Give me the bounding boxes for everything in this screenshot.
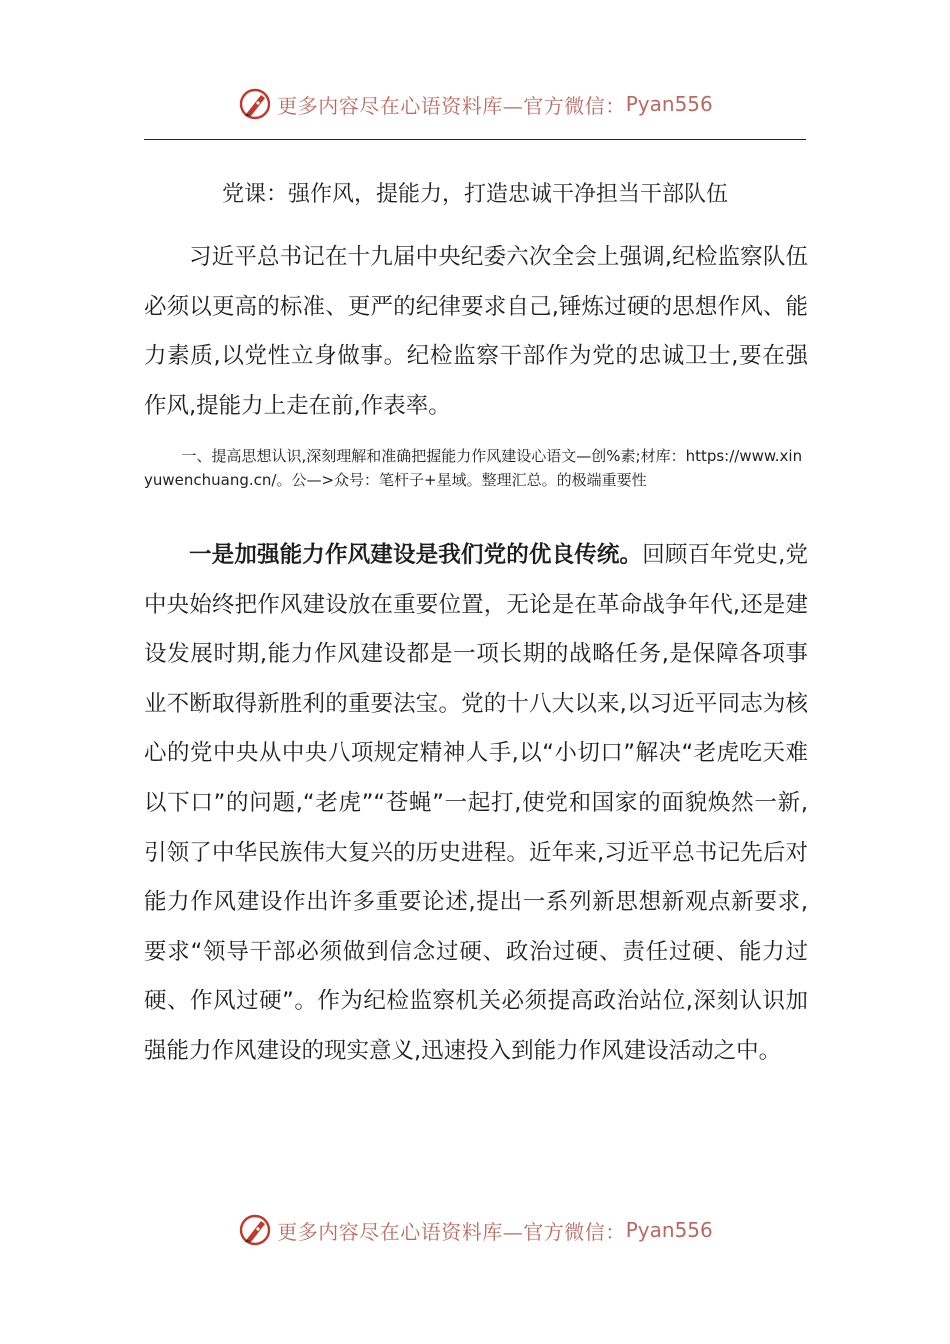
- footer-banner: [0, 1208, 950, 1252]
- header-divider: [144, 139, 806, 140]
- paragraph-body: 回顾百年党史,党中央始终把作风建设放在重要位置，无论是在革命战争年代,还是建设发展时期,能力作风建设都是一项长期的战略任务,是保障各项事业不断取得新胜利的重要法宝。党的十八大以来,以习近平同志为核心的党中央从中央八项规定精神人手,以“小切口”解决“老虎吃天难以下口”的问题,“老虎”“苍蝇”一起打,使党和国家的面貌焕然一新,引领了中华民族伟大复兴的历史进程。近年来,习近平总书记先后对能力作风建设作出许多重要论述,提出一系列新思想新观点新要求,要求“领导干部必须做到信念过硬、政治过硬、责任过硬、能力过硬、作风过硬”。作为纪检监察机关必须提高政治站位,深刻认识加强能力作风建设的现实意义,迅速投入到能力作风建设活动之中。: [144, 542, 808, 1064]
- paragraph-intro: 习近平总书记在十九届中央纪委六次全会上强调,纪检监察队伍必须以更高的标准、更严的纪律要求自己,锤炼过硬的思想作风、能力素质,以党性立身做事。纪检监察干部作为党的忠诚卫士,要在强作风,提能力上走在前,作表率。: [144, 244, 808, 419]
- header-banner-text: 更多内容尽在心语资料库—官方微信：: [277, 93, 626, 118]
- paragraph-lead: 一是加强能力作风建设是我们党的优良传统。: [189, 542, 643, 568]
- footer-banner-text: 更多内容尽在心语资料库—官方微信：: [277, 1219, 626, 1244]
- header-banner-handle: Pyan556: [625, 92, 713, 116]
- paragraph-tradition: [144, 531, 808, 1077]
- header-banner: [0, 82, 950, 126]
- pen-nib-logo-icon: [237, 86, 273, 122]
- section-heading-note: 一、提高思想认识,深刻理解和准确把握能力作风建设心语文—创%素;材库：https://www.xinyuwenchuang.cn/。公—>众号：笔杆子+星域。整理汇总。的极端重要性: [144, 447, 803, 489]
- pen-nib-logo-icon: [237, 1212, 273, 1248]
- footer-banner-handle: Pyan556: [625, 1218, 713, 1242]
- page-title: 党课：强作风，提能力，打造忠诚干净担当干部队伍: [221, 182, 728, 207]
